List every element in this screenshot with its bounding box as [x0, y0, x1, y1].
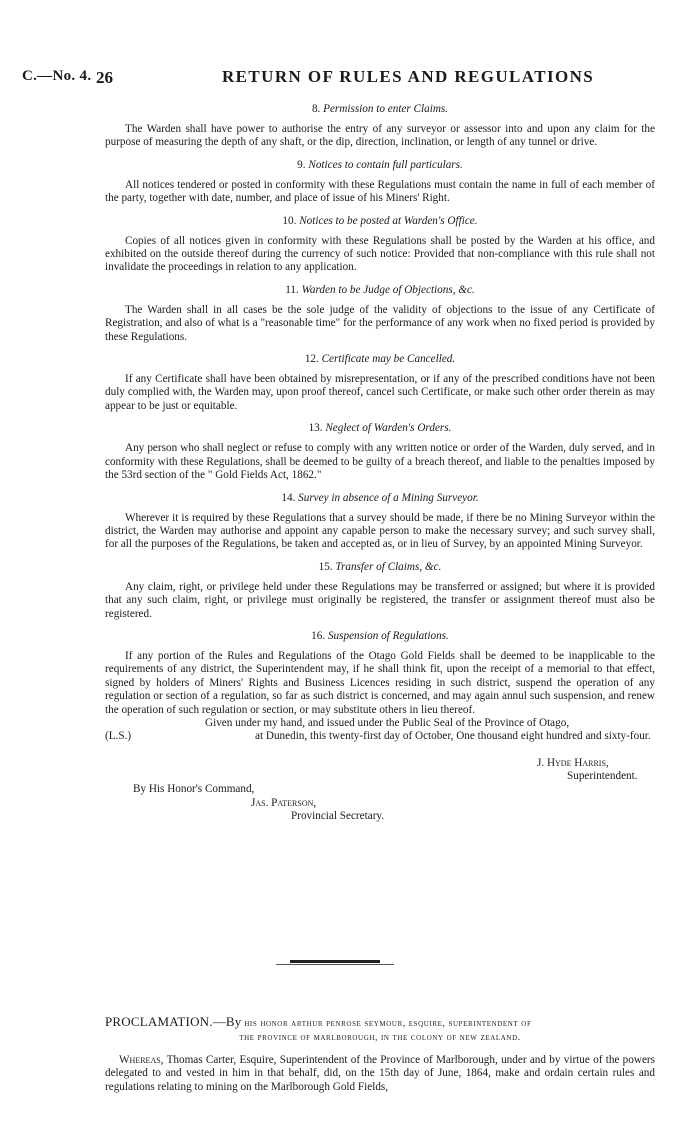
secretary-title: Provincial Secretary. — [291, 809, 385, 822]
rule-title: Neglect of Warden's Orders. — [325, 422, 452, 435]
rule-13 — [105, 421, 655, 482]
rule-title: Certificate may be Cancelled. — [321, 353, 456, 366]
rule-title: Permission to enter Claims. — [323, 103, 449, 115]
by-command-line: By His Honor's Command, — [133, 782, 255, 795]
rule-number: 15. — [318, 560, 333, 573]
document-reference: C.—No. 4. — [22, 68, 92, 84]
rule-number: 14. — [281, 491, 296, 504]
rule-text: All notices tendered or posted in conformity with these Regulations must contain the name in full of each member of the party, together with date, number, and place of issue of his Miners' Right. — [105, 178, 655, 205]
page-header — [22, 68, 682, 90]
rule-number: 10. — [282, 214, 297, 227]
proclamation-issuer: his honor arthur penrose seymour, esquire, superintendent of — [244, 1019, 532, 1029]
rule-heading — [105, 283, 655, 297]
superintendent-name: J. Hyde Harris, — [537, 756, 609, 769]
rule-title: Transfer of Claims, &c. — [335, 560, 442, 573]
secretary-name: Jas. Paterson, — [251, 796, 317, 809]
rule-12 — [105, 352, 655, 413]
rule-text: If any portion of the Rules and Regulations of the Otago Gold Fields shall be deemed to be inapplicable to the requirements of any district, the Superintendent may, if he shall think fit, upon the receipt of a memorial to that effect, signed by holders of Miners' Rights and Business Licences residing in such district, suspend the operation of any regulation or section of a regulation, so far as such district is concerned, and may again annul such suspension, and renew the operation of such regulation or section, or may substitute others in lieu thereof. — [105, 649, 655, 716]
given-under-hand-line: Given under my hand, and issued under the Public Seal of the Province of Otago, — [205, 716, 570, 729]
rule-text: Wherever it is required by these Regulations that a survey should be made, if there be no Mining Surveyor within the district, the Warden may authorise and appoint any capable person to make the necessary survey; and such survey shall, for all the purposes of the Regulations, be taken and accepted as, or in lieu of Survey, by an appointed Mining Surveyor. — [105, 511, 655, 551]
section-divider — [290, 960, 380, 963]
given-date-text: at Dunedin, this twenty-first day of October, One thousand eight hundred and sixty-four. — [255, 729, 651, 742]
signoff-block — [105, 717, 655, 867]
rule-heading — [105, 629, 655, 643]
running-title: RETURN OF RULES AND REGULATIONS — [222, 67, 595, 86]
proclamation-body — [105, 1054, 655, 1094]
proclamation-text: Thomas Carter, Esquire, Superintendent of the Province of Marlborough, under and by virtue of the powers delegated to and vested in him in that behalf, did, on the 15th day of June, 1864, make and ordain certain rules and regulations relating to mining on the Marlborough Gold Fields, — [105, 1053, 655, 1093]
rule-heading — [105, 214, 655, 228]
rule-heading — [105, 421, 655, 435]
rule-title: Warden to be Judge of Objections, &c. — [301, 283, 475, 296]
rule-10 — [105, 214, 655, 275]
rule-number: 12. — [304, 353, 319, 366]
rule-text: Copies of all notices given in conformity with these Regulations shall be posted by the Warden at his office, and exhibited on the outside thereof during the currency of such notice: Provided that non-compliance with this rule shall not invalidate the proceedings in relation to any application. — [105, 234, 655, 274]
rule-number: 8. — [311, 103, 321, 115]
rule-9 — [105, 158, 655, 206]
rule-number: 13. — [308, 422, 323, 435]
rule-title: Notices to be posted at Warden's Office. — [299, 214, 478, 227]
rule-text: The Warden shall have power to authorise the entry of any surveyor or assessor into and upon any claim for the purpose of measuring the depth of any shaft, or the dip, direction, inclination, or length of any tunnel or drive. — [105, 123, 655, 149]
rule-number: 9. — [297, 158, 306, 171]
rule-11 — [105, 283, 655, 344]
superintendent-title: Superintendent. — [567, 769, 638, 782]
rule-text: The Warden shall in all cases be the sole judge of the validity of objections to the issue of any Certificate of Registration, and also of what is a "reasonable time" for the performance of any work when no fixed period is provided by these Regulations. — [105, 303, 655, 343]
proclamation-province: the province of marlborough, in the colony of new zealand. — [239, 1033, 521, 1044]
rule-text: If any Certificate shall have been obtained by misrepresentation, or if any of the prescribed conditions have not been duly complied with, the Warden may, upon proof thereof, cancel such Certificate, or make such other order therein as may appear to be just or equitable. — [105, 373, 655, 412]
proclamation-heading — [105, 1015, 655, 1031]
rule-heading — [105, 560, 655, 574]
proclamation-title: PROCLAMATION.—By — [105, 1014, 242, 1029]
rule-title: Notices to contain full particulars. — [308, 158, 463, 171]
rule-heading — [105, 102, 655, 116]
rules-section — [105, 102, 655, 867]
rule-15 — [105, 560, 655, 621]
rule-heading — [105, 352, 655, 366]
rule-16 — [105, 629, 655, 717]
whereas-word: Whereas, — [119, 1053, 164, 1066]
rule-number: 11. — [285, 283, 299, 296]
rule-14 — [105, 491, 655, 552]
rule-title: Suspension of Regulations. — [327, 629, 449, 642]
rule-8 — [105, 102, 655, 150]
proclamation-section — [105, 1015, 655, 1094]
section-divider-rule — [276, 964, 394, 965]
rule-title: Survey in absence of a Mining Surveyor. — [298, 491, 479, 504]
rule-text: Any claim, right, or privilege held under these Regulations may be transferred or assigned; but where it is provided that any such claim, right, or privilege must originally be registered, the transfer or assignment thereof must also be registered. — [105, 580, 655, 620]
rule-heading — [105, 158, 655, 172]
rule-text: Any person who shall neglect or refuse to comply with any written notice or order of the Warden, duly served, and in conformity with these Regulations, shall be deemed to be guilty of a breach thereof, and liable to the penalties imposed by the 53rd section of the " Gold Fields Act, 1862." — [105, 442, 655, 482]
seal-mark: (L.S.) — [105, 729, 132, 742]
rule-heading — [105, 491, 655, 505]
page-number: 26 — [96, 68, 113, 87]
rule-number: 16. — [311, 629, 326, 642]
